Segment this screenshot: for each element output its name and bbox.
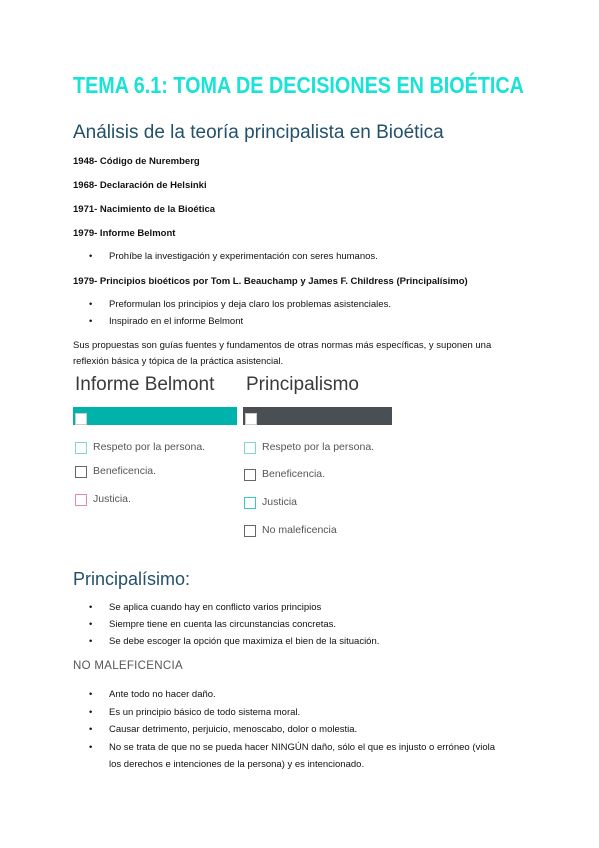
checkbox-icon — [244, 442, 256, 454]
checkbox-icon — [245, 413, 257, 425]
paragraph-line: Sus propuestas son guías fuentes y fundamentos de otras normas más específicas, y suponen una — [73, 340, 492, 351]
section-subtitle: Análisis de la teoría principalista en Bioética — [73, 122, 444, 143]
timeline-item: 1968- Declaración de Helsinki — [73, 180, 207, 191]
principalismo-section-heading: Principalísimo: — [73, 569, 191, 589]
timeline-item: 1971- Nacimiento de la Bioética — [73, 204, 216, 215]
timeline-item: 1948- Código de Nuremberg — [73, 156, 200, 167]
paragraph-line: reflexión básica y tópica de la práctica asistencial. — [73, 356, 284, 367]
checkbox-icon — [75, 413, 87, 425]
checkbox-icon — [75, 466, 87, 478]
checkbox-icon — [244, 525, 256, 537]
no-maleficencia-heading: NO MALEFICENCIA — [73, 660, 183, 672]
belmont-heading: Informe Belmont — [75, 374, 215, 395]
checkbox-icon — [75, 442, 87, 454]
principalismo-heading: Principalismo — [246, 374, 359, 395]
principalismo-bar — [243, 407, 392, 425]
checkbox-icon — [244, 469, 256, 481]
timeline-item: 1979- Informe Belmont — [73, 228, 176, 239]
list-item-continuation: los derechos e intenciones de la persona) y es intencionado. — [109, 759, 365, 770]
document-title: TEMA 6.1: TOMA DE DECISIONES EN BIOÉTICA — [73, 72, 524, 98]
belmont-bar — [73, 407, 237, 425]
checkbox-icon — [75, 494, 87, 506]
principles-heading: 1979- Principios bioéticos por Tom L. Beauchamp y James F. Childress (Principalísimo) — [73, 276, 468, 287]
checkbox-icon — [244, 497, 256, 509]
